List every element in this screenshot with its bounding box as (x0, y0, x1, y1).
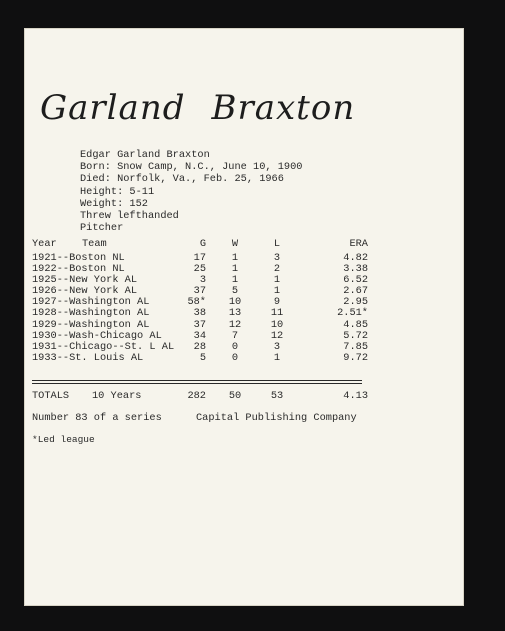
row-g: 5 (199, 351, 206, 364)
totals-row (32, 390, 392, 402)
row-w: 1 (231, 274, 239, 287)
bio-fullname: Edgar Garland Braxton (80, 149, 210, 161)
row-team: 1929--Washington AL (32, 318, 150, 331)
bio-position: Pitcher (80, 222, 124, 235)
row-era: 4.85 (343, 318, 368, 331)
row-l: 3 (273, 252, 281, 264)
row-l: 2 (273, 263, 281, 276)
row-era: 2.51* (337, 307, 368, 320)
row-w: 7 (231, 329, 239, 342)
stats-row (32, 307, 368, 320)
row-g: 38 (193, 307, 206, 320)
row-g: 25 (193, 263, 206, 276)
footnote: *Led league (32, 434, 95, 445)
stats-row (32, 274, 368, 287)
row-era: 4.82 (343, 252, 368, 264)
publisher: Capital Publishing Company (196, 412, 357, 424)
stats-row (32, 296, 368, 309)
stats-header (32, 238, 368, 252)
header-year: Year (32, 238, 57, 250)
bio-throws: Threw lefthanded (80, 210, 179, 223)
header-l: L (273, 238, 281, 250)
row-g: 28 (193, 340, 206, 353)
row-g: 17 (193, 252, 206, 264)
bio-born: Born: Snow Camp, N.C., June 10, 1900 (80, 161, 303, 174)
stats-row (32, 318, 368, 331)
player-signature-name (40, 88, 381, 128)
row-l: 3 (273, 340, 281, 353)
bio-weight: Weight: 152 (80, 197, 148, 210)
row-era: 2.95 (343, 296, 368, 309)
row-team: 1930--Wash-Chicago AL (32, 329, 162, 342)
row-team: 1931--Chicago--St. L AL (32, 340, 175, 353)
stats-row (32, 252, 368, 264)
series-note: Number 83 of a series (32, 412, 162, 424)
row-w: 0 (231, 351, 239, 364)
row-l: 9 (273, 296, 281, 309)
name-first: Garland (40, 88, 186, 128)
stats-row (32, 285, 368, 298)
row-team: 1928--Washington AL (32, 307, 150, 320)
row-w: 12 (228, 318, 242, 331)
row-g: 3 (199, 274, 206, 287)
row-w: 10 (228, 296, 242, 309)
totals-era: 4.13 (343, 390, 368, 402)
row-g: 58* (187, 296, 206, 309)
totals-divider-second (32, 383, 362, 384)
row-l: 1 (273, 351, 281, 364)
totals-years: 10 Years (92, 390, 142, 402)
row-g: 37 (193, 318, 206, 331)
row-l: 12 (270, 329, 284, 342)
row-era: 7.85 (343, 340, 368, 353)
totals-g: 282 (187, 390, 206, 402)
row-l: 1 (273, 274, 281, 287)
stats-row (32, 340, 368, 353)
bio-died: Died: Norfolk, Va., Feb. 25, 1966 (80, 173, 284, 186)
name-last: Braxton (211, 88, 356, 128)
totals-label: TOTALS (32, 390, 70, 402)
stats-row (32, 351, 368, 364)
row-w: 5 (231, 285, 239, 298)
bio-height: Height: 5-11 (80, 185, 155, 198)
row-l: 10 (270, 318, 284, 331)
bio-block (80, 149, 302, 234)
row-l: 11 (270, 307, 284, 320)
totals-w: 50 (228, 390, 242, 402)
row-l: 1 (273, 285, 281, 298)
totals-divider (32, 380, 362, 381)
row-w: 1 (231, 252, 239, 264)
row-team: 1925--New York AL (32, 274, 138, 287)
row-w: 1 (231, 263, 239, 276)
row-era: 9.72 (343, 351, 368, 364)
row-team: 1933--St. Louis AL (32, 351, 144, 364)
header-team: Team (82, 238, 107, 250)
row-w: 13 (228, 307, 242, 320)
row-era: 5.72 (343, 329, 368, 342)
row-team: 1927--Washington AL (32, 296, 150, 309)
row-team: 1921--Boston NL (32, 252, 125, 264)
row-team: 1926--New York AL (32, 285, 138, 298)
row-era: 2.67 (343, 285, 368, 298)
totals-l: 53 (270, 390, 284, 402)
stats-row (32, 263, 368, 276)
header-w: W (231, 238, 239, 250)
row-g: 37 (193, 285, 206, 298)
header-g: G (199, 238, 206, 250)
stats-row (32, 329, 368, 342)
stats-rows (32, 252, 368, 364)
row-g: 34 (193, 329, 206, 342)
row-team: 1922--Boston NL (32, 263, 125, 276)
header-era: ERA (349, 238, 368, 250)
row-w: 0 (231, 340, 239, 353)
row-era: 3.38 (343, 263, 368, 276)
stats-table (32, 238, 368, 364)
row-era: 6.52 (343, 274, 368, 287)
